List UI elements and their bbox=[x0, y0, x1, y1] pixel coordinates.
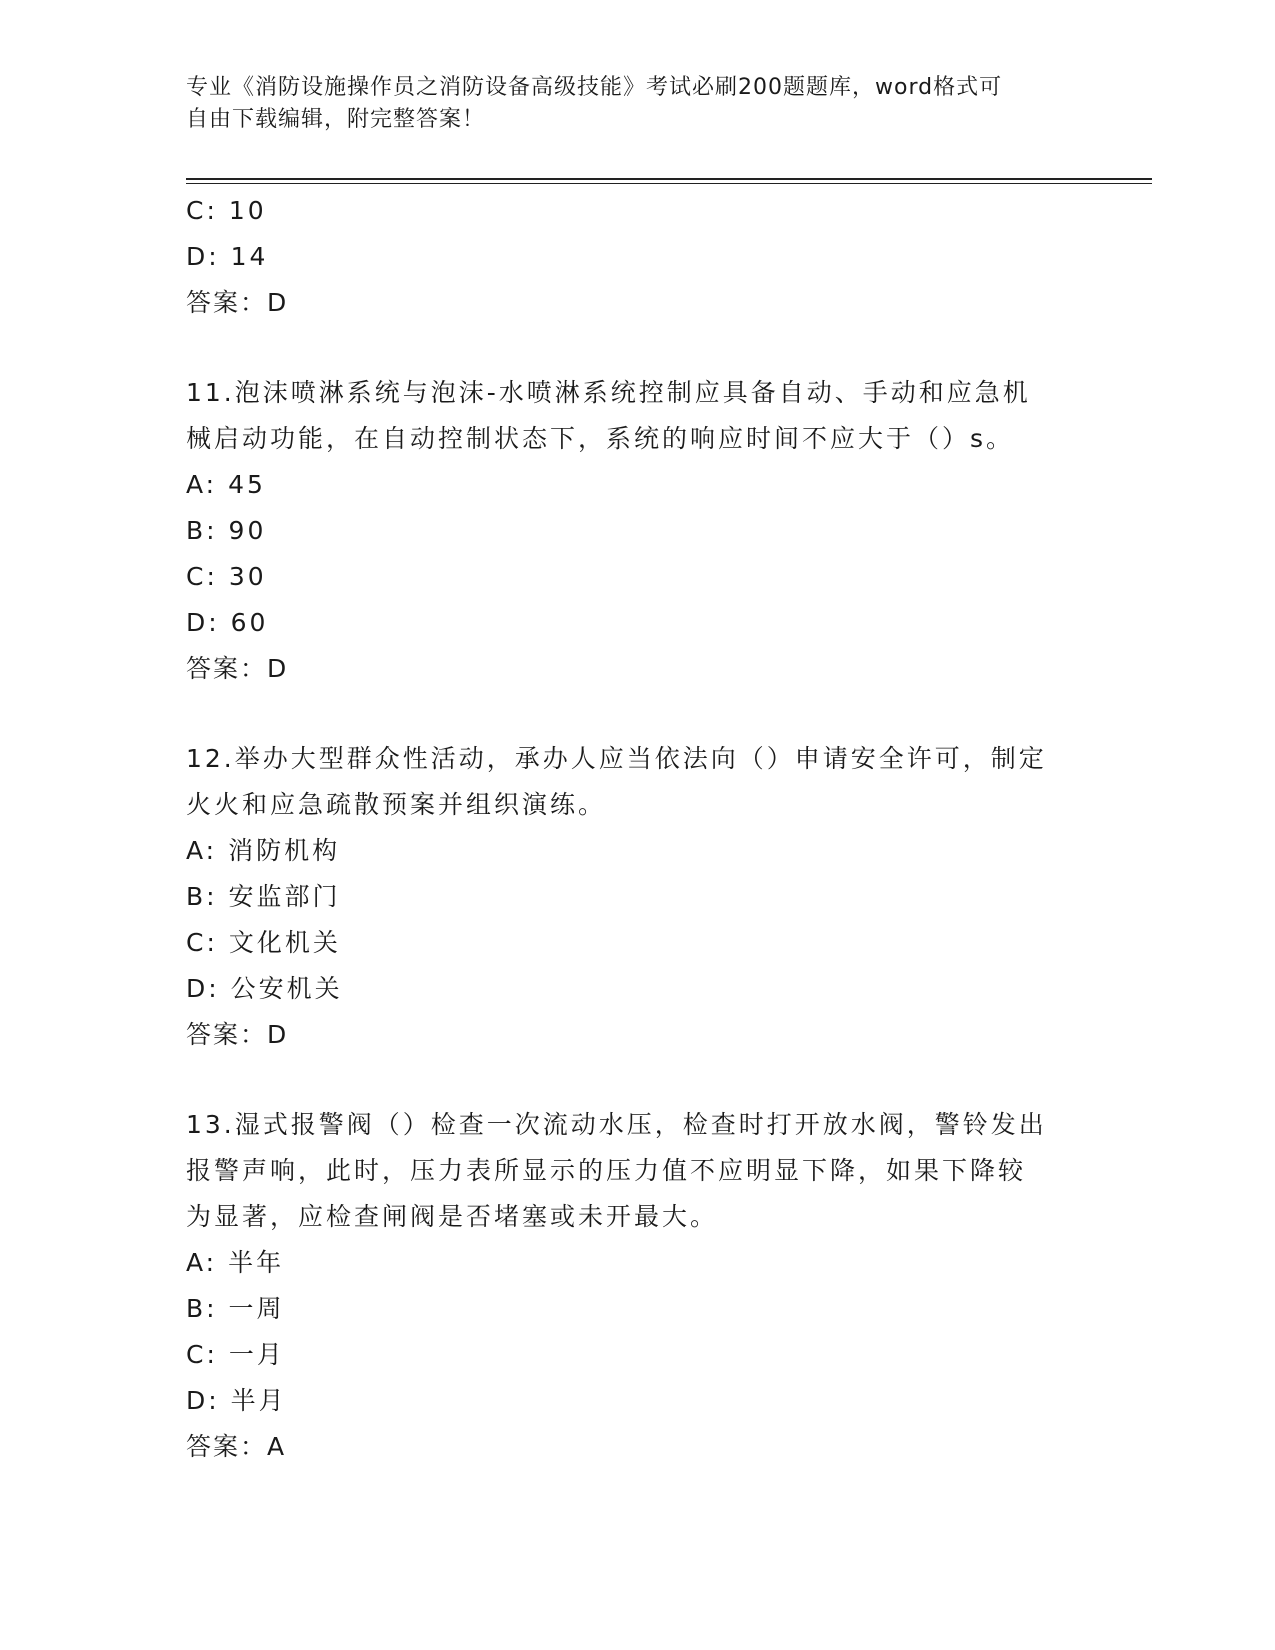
header-rule-thick bbox=[186, 178, 1152, 180]
option-separator: : bbox=[205, 1248, 218, 1277]
question-13 bbox=[186, 1102, 1086, 1470]
question-stem-line: 为显著，应检查闸阀是否堵塞或未开最大。 bbox=[186, 1202, 719, 1231]
question-stem-line: 火火和应急疏散预案并组织演练。 bbox=[186, 790, 607, 819]
option-text: 公安机关 bbox=[230, 974, 343, 1003]
header-title-line-1: 专业《消防设施操作员之消防设备高级技能》考试必刷200题题库，word格式可 bbox=[186, 75, 1003, 100]
question-stem bbox=[186, 1102, 1086, 1240]
answer-line: 答案：D bbox=[186, 1020, 289, 1049]
option-text: 60 bbox=[230, 608, 269, 637]
question-11 bbox=[186, 370, 1086, 692]
option-text: 半月 bbox=[230, 1386, 287, 1415]
option-text: 文化机关 bbox=[228, 928, 341, 957]
spacer bbox=[186, 326, 1086, 370]
option-text: 消防机构 bbox=[228, 836, 341, 865]
option-a bbox=[186, 462, 1086, 508]
option-separator: : bbox=[206, 516, 218, 545]
option-key: C bbox=[186, 196, 207, 225]
option-a bbox=[186, 1240, 1086, 1286]
option-d bbox=[186, 600, 1086, 646]
option-key: A bbox=[186, 1248, 206, 1277]
option-separator: : bbox=[206, 562, 218, 591]
option-key: D bbox=[186, 1386, 209, 1415]
option-text: 45 bbox=[228, 470, 266, 499]
option-separator: : bbox=[208, 974, 220, 1003]
question-stem bbox=[186, 736, 1086, 828]
option-separator: : bbox=[206, 928, 218, 957]
option-separator: : bbox=[205, 836, 218, 865]
option-b bbox=[186, 1286, 1086, 1332]
header-title-line-2: 自由下载编辑，附完整答案！ bbox=[186, 107, 486, 132]
spacer bbox=[186, 1058, 1086, 1102]
question-stem bbox=[186, 370, 1086, 462]
option-key: B bbox=[186, 882, 207, 911]
option-key: C bbox=[186, 562, 207, 591]
option-text: 半年 bbox=[228, 1248, 285, 1277]
option-key: D bbox=[186, 974, 209, 1003]
option-text: 30 bbox=[228, 562, 267, 591]
option-separator: : bbox=[206, 1294, 218, 1323]
option-key: A bbox=[186, 836, 206, 865]
option-text: 14 bbox=[230, 242, 269, 271]
option-key: C bbox=[186, 1340, 207, 1369]
option-key: B bbox=[186, 1294, 207, 1323]
option-b bbox=[186, 508, 1086, 554]
option-separator: : bbox=[206, 196, 218, 225]
option-b bbox=[186, 874, 1086, 920]
option-key: D bbox=[186, 608, 209, 637]
option-text: 安监部门 bbox=[228, 882, 341, 911]
option-key: C bbox=[186, 928, 207, 957]
option-c bbox=[186, 920, 1086, 966]
option-d bbox=[186, 234, 1086, 280]
answer-line: 答案：D bbox=[186, 288, 289, 317]
option-separator: : bbox=[208, 1386, 220, 1415]
option-d bbox=[186, 966, 1086, 1012]
option-separator: : bbox=[205, 470, 218, 499]
option-key: A bbox=[186, 470, 206, 499]
option-separator: : bbox=[208, 242, 220, 271]
option-text: 一月 bbox=[228, 1340, 285, 1369]
question-stem-line: 报警声响，此时，压力表所显示的压力值不应明显下降，如果下降较 bbox=[186, 1156, 1027, 1185]
question-stem-line: 11.泡沫喷淋系统与泡沫-水喷淋系统控制应具备自动、手动和应急机 bbox=[186, 378, 1031, 407]
question-stem-line: 12.举办大型群众性活动，承办人应当依法向（）申请安全许可，制定 bbox=[186, 744, 1047, 773]
option-a bbox=[186, 828, 1086, 874]
spacer bbox=[186, 692, 1086, 736]
option-text: 一周 bbox=[228, 1294, 285, 1323]
option-text: 90 bbox=[228, 516, 267, 545]
option-separator: : bbox=[206, 1340, 218, 1369]
option-separator: : bbox=[206, 882, 218, 911]
document-header bbox=[186, 72, 1066, 136]
option-c bbox=[186, 188, 1086, 234]
question-12 bbox=[186, 736, 1086, 1058]
question-list bbox=[186, 188, 1086, 1470]
question-stem-line: 械启动功能，在自动控制状态下，系统的响应时间不应大于（）s。 bbox=[186, 424, 1015, 453]
option-key: D bbox=[186, 242, 209, 271]
option-c bbox=[186, 554, 1086, 600]
option-key: B bbox=[186, 516, 207, 545]
option-c bbox=[186, 1332, 1086, 1378]
question-10-continuation bbox=[186, 188, 1086, 326]
header-rule-thin bbox=[186, 183, 1152, 184]
option-separator: : bbox=[208, 608, 220, 637]
question-stem-line: 13.湿式报警阀（）检查一次流动水压，检查时打开放水阀，警铃发出 bbox=[186, 1110, 1047, 1139]
answer-line: 答案：D bbox=[186, 654, 289, 683]
option-d bbox=[186, 1378, 1086, 1424]
answer-line: 答案：A bbox=[186, 1432, 287, 1461]
option-text: 10 bbox=[228, 196, 267, 225]
